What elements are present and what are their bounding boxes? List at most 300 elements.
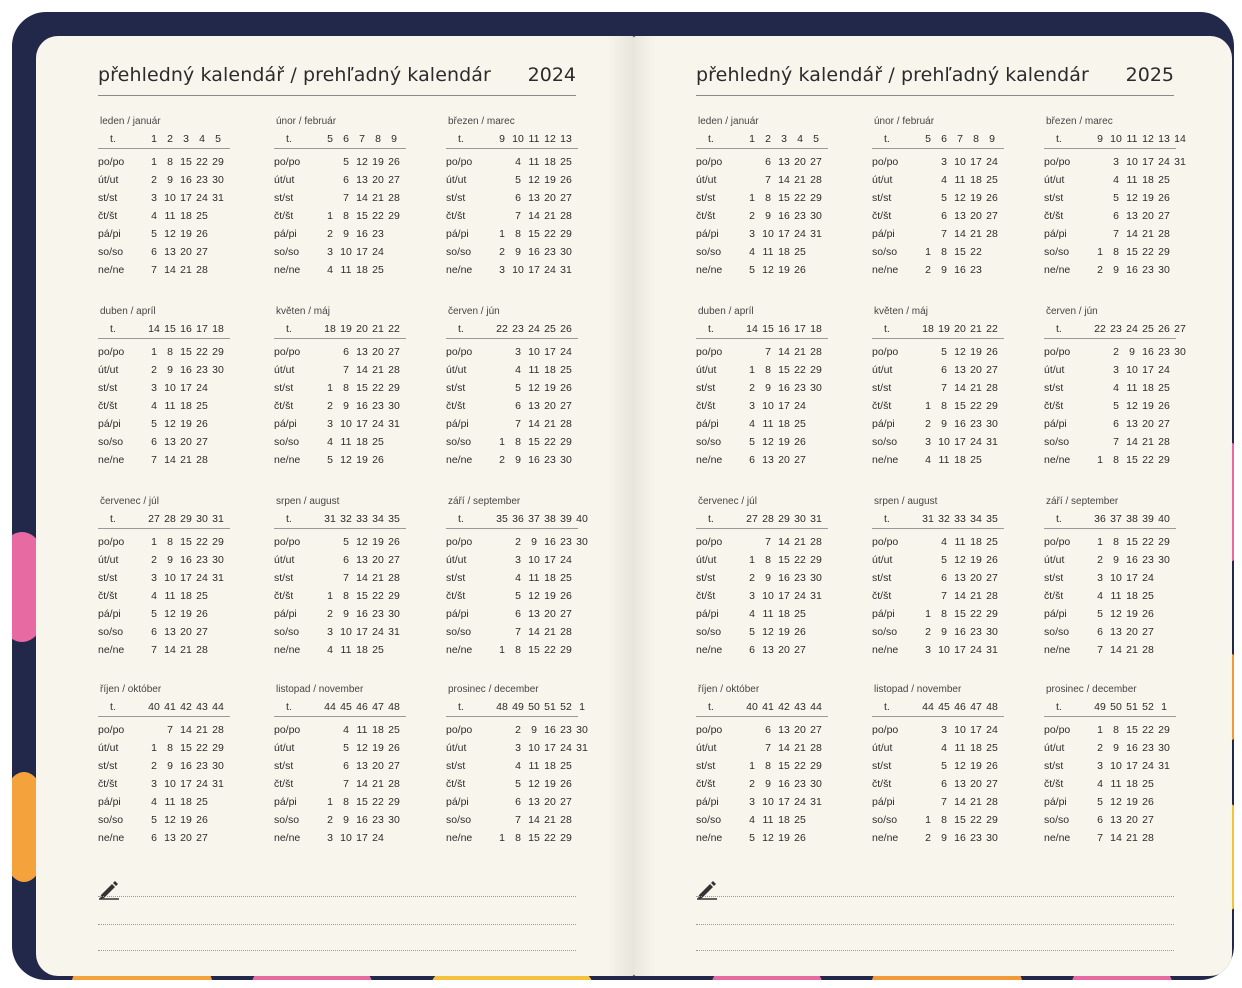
day-number[interactable]: 8 — [1113, 246, 1119, 258]
day-number[interactable]: 7 — [941, 228, 947, 240]
day-number[interactable]: 16 — [778, 572, 790, 584]
day-number[interactable]: 1 — [925, 246, 931, 258]
day-number[interactable]: 25 — [1142, 590, 1154, 602]
day-number[interactable]: 7 — [941, 382, 947, 394]
day-number[interactable]: 14 — [1126, 436, 1138, 448]
day-number[interactable]: 13 — [356, 554, 368, 566]
day-number[interactable]: 7 — [1113, 436, 1119, 448]
day-number[interactable]: 24 — [1142, 760, 1154, 772]
day-number[interactable]: 11 — [1126, 382, 1138, 394]
note-line[interactable] — [98, 896, 576, 897]
day-number[interactable]: 11 — [1126, 174, 1138, 186]
day-number[interactable]: 15 — [954, 608, 966, 620]
day-number[interactable]: 31 — [212, 778, 224, 790]
day-number[interactable]: 8 — [515, 832, 521, 844]
day-number[interactable]: 11 — [1110, 778, 1122, 790]
day-number[interactable]: 12 — [954, 760, 966, 772]
day-number[interactable]: 7 — [343, 192, 349, 204]
day-number[interactable]: 9 — [515, 246, 521, 258]
day-number[interactable]: 1 — [1097, 454, 1103, 466]
day-number[interactable]: 16 — [180, 760, 192, 772]
day-number[interactable]: 5 — [515, 590, 521, 602]
day-number[interactable]: 24 — [372, 832, 384, 844]
day-number[interactable]: 15 — [954, 246, 966, 258]
day-number[interactable]: 11 — [954, 742, 966, 754]
day-number[interactable]: 22 — [372, 382, 384, 394]
day-number[interactable]: 4 — [515, 572, 521, 584]
day-number[interactable]: 4 — [515, 156, 521, 168]
day-number[interactable]: 2 — [1113, 346, 1119, 358]
day-number[interactable]: 6 — [515, 608, 521, 620]
day-number[interactable]: 23 — [970, 832, 982, 844]
day-number[interactable]: 7 — [151, 264, 157, 276]
day-number[interactable]: 23 — [196, 364, 208, 376]
day-number[interactable]: 1 — [749, 364, 755, 376]
day-number[interactable]: 28 — [986, 796, 998, 808]
day-number[interactable]: 18 — [1126, 778, 1138, 790]
day-number[interactable]: 1 — [499, 436, 505, 448]
day-number[interactable]: 19 — [544, 174, 556, 186]
day-number[interactable]: 25 — [560, 572, 572, 584]
day-number[interactable]: 21 — [970, 228, 982, 240]
day-number[interactable]: 22 — [794, 192, 806, 204]
day-number[interactable]: 3 — [327, 832, 333, 844]
day-number[interactable]: 24 — [372, 246, 384, 258]
day-number[interactable]: 16 — [356, 608, 368, 620]
day-number[interactable]: 11 — [528, 364, 540, 376]
day-number[interactable]: 17 — [1142, 364, 1154, 376]
day-number[interactable]: 12 — [340, 454, 352, 466]
day-number[interactable]: 11 — [938, 454, 950, 466]
day-number[interactable]: 1 — [749, 192, 755, 204]
day-number[interactable]: 10 — [528, 346, 540, 358]
day-number[interactable]: 29 — [388, 796, 400, 808]
day-number[interactable]: 11 — [762, 246, 774, 258]
day-number[interactable]: 12 — [164, 228, 176, 240]
day-number[interactable]: 23 — [970, 264, 982, 276]
day-number[interactable]: 4 — [1097, 778, 1103, 790]
day-number[interactable]: 31 — [810, 228, 822, 240]
day-number[interactable]: 18 — [180, 796, 192, 808]
day-number[interactable]: 23 — [196, 174, 208, 186]
day-number[interactable]: 6 — [343, 174, 349, 186]
day-number[interactable]: 26 — [1158, 400, 1170, 412]
day-number[interactable]: 12 — [954, 192, 966, 204]
day-number[interactable]: 6 — [515, 796, 521, 808]
day-number[interactable]: 21 — [1126, 832, 1138, 844]
day-number[interactable]: 2 — [327, 400, 333, 412]
day-number[interactable]: 21 — [372, 778, 384, 790]
day-number[interactable]: 7 — [343, 364, 349, 376]
day-number[interactable]: 14 — [356, 364, 368, 376]
day-number[interactable]: 13 — [1126, 418, 1138, 430]
day-number[interactable]: 24 — [372, 418, 384, 430]
day-number[interactable]: 12 — [954, 346, 966, 358]
day-number[interactable]: 14 — [778, 536, 790, 548]
day-number[interactable]: 27 — [388, 760, 400, 772]
day-number[interactable]: 20 — [180, 626, 192, 638]
day-number[interactable]: 25 — [388, 724, 400, 736]
day-number[interactable]: 22 — [794, 760, 806, 772]
day-number[interactable]: 5 — [515, 382, 521, 394]
day-number[interactable]: 15 — [528, 832, 540, 844]
day-number[interactable]: 29 — [1158, 536, 1170, 548]
day-number[interactable]: 22 — [1142, 536, 1154, 548]
day-number[interactable]: 22 — [544, 832, 556, 844]
day-number[interactable]: 22 — [1142, 454, 1154, 466]
day-number[interactable]: 5 — [749, 264, 755, 276]
day-number[interactable]: 7 — [515, 626, 521, 638]
day-number[interactable]: 21 — [180, 264, 192, 276]
day-number[interactable]: 18 — [970, 742, 982, 754]
day-number[interactable]: 9 — [167, 174, 173, 186]
day-number[interactable]: 30 — [388, 814, 400, 826]
day-number[interactable]: 21 — [794, 742, 806, 754]
day-number[interactable]: 11 — [1110, 590, 1122, 602]
day-number[interactable]: 6 — [151, 246, 157, 258]
day-number[interactable]: 10 — [340, 246, 352, 258]
day-number[interactable]: 3 — [515, 346, 521, 358]
day-number[interactable]: 16 — [1126, 554, 1138, 566]
day-number[interactable]: 18 — [1126, 590, 1138, 602]
day-number[interactable]: 23 — [794, 572, 806, 584]
day-number[interactable]: 6 — [749, 454, 755, 466]
day-number[interactable]: 6 — [941, 778, 947, 790]
day-number[interactable]: 10 — [938, 644, 950, 656]
day-number[interactable]: 1 — [925, 608, 931, 620]
day-number[interactable]: 11 — [954, 174, 966, 186]
day-number[interactable]: 15 — [180, 346, 192, 358]
day-number[interactable]: 7 — [765, 346, 771, 358]
day-number[interactable]: 11 — [164, 590, 176, 602]
day-number[interactable]: 29 — [212, 742, 224, 754]
day-number[interactable]: 17 — [1126, 572, 1138, 584]
day-number[interactable]: 24 — [970, 644, 982, 656]
day-number[interactable]: 29 — [1158, 246, 1170, 258]
day-number[interactable]: 30 — [576, 536, 588, 548]
day-number[interactable]: 6 — [151, 436, 157, 448]
day-number[interactable]: 29 — [212, 346, 224, 358]
day-number[interactable]: 1 — [151, 346, 157, 358]
day-number[interactable]: 30 — [1174, 346, 1186, 358]
day-number[interactable]: 16 — [1142, 346, 1154, 358]
day-number[interactable]: 20 — [778, 644, 790, 656]
day-number[interactable]: 20 — [1126, 814, 1138, 826]
day-number[interactable]: 16 — [1126, 264, 1138, 276]
day-number[interactable]: 4 — [1113, 382, 1119, 394]
day-number[interactable]: 11 — [954, 536, 966, 548]
day-number[interactable]: 9 — [531, 724, 537, 736]
day-number[interactable]: 5 — [941, 192, 947, 204]
day-number[interactable]: 11 — [528, 156, 540, 168]
day-number[interactable]: 6 — [151, 626, 157, 638]
day-number[interactable]: 5 — [941, 760, 947, 772]
day-number[interactable]: 9 — [765, 572, 771, 584]
day-number[interactable]: 15 — [1126, 536, 1138, 548]
day-number[interactable]: 28 — [388, 572, 400, 584]
day-number[interactable]: 29 — [1158, 724, 1170, 736]
day-number[interactable]: 7 — [515, 418, 521, 430]
day-number[interactable]: 29 — [986, 400, 998, 412]
day-number[interactable]: 4 — [151, 210, 157, 222]
day-number[interactable]: 23 — [560, 536, 572, 548]
day-number[interactable]: 17 — [954, 436, 966, 448]
day-number[interactable]: 5 — [749, 626, 755, 638]
day-number[interactable]: 26 — [196, 228, 208, 240]
day-number[interactable]: 31 — [1158, 760, 1170, 772]
day-number[interactable]: 26 — [196, 418, 208, 430]
day-number[interactable]: 11 — [762, 418, 774, 430]
day-number[interactable]: 29 — [560, 644, 572, 656]
day-number[interactable]: 13 — [164, 246, 176, 258]
day-number[interactable]: 13 — [954, 778, 966, 790]
day-number[interactable]: 28 — [560, 210, 572, 222]
day-number[interactable]: 25 — [794, 246, 806, 258]
day-number[interactable]: 9 — [167, 554, 173, 566]
day-number[interactable]: 24 — [196, 778, 208, 790]
day-number[interactable]: 12 — [528, 382, 540, 394]
day-number[interactable]: 28 — [810, 742, 822, 754]
day-number[interactable]: 18 — [778, 418, 790, 430]
day-number[interactable]: 1 — [151, 156, 157, 168]
day-number[interactable]: 21 — [970, 382, 982, 394]
day-number[interactable]: 19 — [372, 742, 384, 754]
day-number[interactable]: 15 — [528, 228, 540, 240]
day-number[interactable]: 3 — [151, 572, 157, 584]
day-number[interactable]: 24 — [196, 572, 208, 584]
day-number[interactable]: 27 — [196, 832, 208, 844]
day-number[interactable]: 2 — [925, 832, 931, 844]
day-number[interactable]: 16 — [528, 454, 540, 466]
day-number[interactable]: 10 — [762, 400, 774, 412]
day-number[interactable]: 17 — [180, 572, 192, 584]
day-number[interactable]: 20 — [794, 156, 806, 168]
day-number[interactable]: 12 — [164, 418, 176, 430]
day-number[interactable]: 20 — [544, 400, 556, 412]
day-number[interactable]: 8 — [167, 346, 173, 358]
day-number[interactable]: 13 — [954, 210, 966, 222]
day-number[interactable]: 21 — [1142, 436, 1154, 448]
day-number[interactable]: 28 — [810, 346, 822, 358]
day-number[interactable]: 18 — [970, 536, 982, 548]
day-number[interactable]: 29 — [560, 228, 572, 240]
day-number[interactable]: 5 — [343, 156, 349, 168]
day-number[interactable]: 14 — [164, 264, 176, 276]
day-number[interactable]: 11 — [528, 760, 540, 772]
day-number[interactable]: 8 — [343, 796, 349, 808]
day-number[interactable]: 6 — [1113, 418, 1119, 430]
day-number[interactable]: 13 — [1110, 626, 1122, 638]
day-number[interactable]: 28 — [986, 382, 998, 394]
day-number[interactable]: 21 — [372, 364, 384, 376]
day-number[interactable]: 16 — [954, 832, 966, 844]
day-number[interactable]: 16 — [356, 228, 368, 240]
day-number[interactable]: 14 — [164, 644, 176, 656]
day-number[interactable]: 3 — [499, 264, 505, 276]
day-number[interactable]: 11 — [762, 608, 774, 620]
day-number[interactable]: 9 — [765, 382, 771, 394]
day-number[interactable]: 16 — [528, 246, 540, 258]
day-number[interactable]: 6 — [1097, 814, 1103, 826]
day-number[interactable]: 4 — [515, 760, 521, 772]
day-number[interactable]: 1 — [499, 228, 505, 240]
day-number[interactable]: 6 — [343, 346, 349, 358]
day-number[interactable]: 5 — [151, 418, 157, 430]
day-number[interactable]: 12 — [164, 608, 176, 620]
day-number[interactable]: 28 — [196, 264, 208, 276]
day-number[interactable]: 5 — [941, 554, 947, 566]
day-number[interactable]: 8 — [167, 536, 173, 548]
day-number[interactable]: 12 — [1110, 796, 1122, 808]
day-number[interactable]: 30 — [212, 174, 224, 186]
day-number[interactable]: 12 — [528, 174, 540, 186]
day-number[interactable]: 27 — [986, 210, 998, 222]
day-number[interactable]: 14 — [180, 724, 192, 736]
day-number[interactable]: 19 — [180, 608, 192, 620]
day-number[interactable]: 29 — [388, 590, 400, 602]
day-number[interactable]: 2 — [151, 760, 157, 772]
day-number[interactable]: 7 — [515, 814, 521, 826]
day-number[interactable]: 19 — [1142, 400, 1154, 412]
day-number[interactable]: 10 — [340, 626, 352, 638]
day-number[interactable]: 6 — [515, 192, 521, 204]
day-number[interactable]: 9 — [941, 832, 947, 844]
day-number[interactable]: 23 — [372, 228, 384, 240]
day-number[interactable]: 6 — [749, 644, 755, 656]
day-number[interactable]: 9 — [167, 760, 173, 772]
day-number[interactable]: 16 — [356, 814, 368, 826]
day-number[interactable]: 24 — [1142, 572, 1154, 584]
day-number[interactable]: 14 — [1110, 832, 1122, 844]
day-number[interactable]: 8 — [167, 156, 173, 168]
day-number[interactable]: 30 — [1158, 742, 1170, 754]
day-number[interactable]: 7 — [1097, 644, 1103, 656]
day-number[interactable]: 21 — [794, 536, 806, 548]
day-number[interactable]: 4 — [941, 742, 947, 754]
day-number[interactable]: 13 — [762, 454, 774, 466]
day-number[interactable]: 18 — [970, 174, 982, 186]
day-number[interactable]: 18 — [544, 760, 556, 772]
day-number[interactable]: 20 — [1142, 210, 1154, 222]
day-number[interactable]: 12 — [762, 436, 774, 448]
day-number[interactable]: 4 — [749, 814, 755, 826]
day-number[interactable]: 22 — [970, 246, 982, 258]
day-number[interactable]: 27 — [196, 246, 208, 258]
day-number[interactable]: 18 — [1142, 174, 1154, 186]
day-number[interactable]: 11 — [164, 796, 176, 808]
day-number[interactable]: 19 — [1142, 192, 1154, 204]
day-number[interactable]: 9 — [167, 364, 173, 376]
day-number[interactable]: 16 — [180, 364, 192, 376]
day-number[interactable]: 9 — [343, 608, 349, 620]
day-number[interactable]: 15 — [356, 210, 368, 222]
day-number[interactable]: 17 — [356, 832, 368, 844]
day-number[interactable]: 27 — [810, 156, 822, 168]
day-number[interactable]: 18 — [954, 454, 966, 466]
day-number[interactable]: 20 — [372, 174, 384, 186]
day-number[interactable]: 2 — [327, 608, 333, 620]
day-number[interactable]: 27 — [986, 778, 998, 790]
day-number[interactable]: 27 — [560, 192, 572, 204]
day-number[interactable]: 31 — [1174, 156, 1186, 168]
day-number[interactable]: 26 — [372, 454, 384, 466]
day-number[interactable]: 8 — [515, 228, 521, 240]
day-number[interactable]: 29 — [810, 192, 822, 204]
day-number[interactable]: 21 — [372, 192, 384, 204]
day-number[interactable]: 11 — [356, 724, 368, 736]
day-number[interactable]: 22 — [372, 796, 384, 808]
day-number[interactable]: 22 — [970, 608, 982, 620]
day-number[interactable]: 5 — [749, 436, 755, 448]
day-number[interactable]: 10 — [938, 436, 950, 448]
day-number[interactable]: 15 — [1126, 724, 1138, 736]
day-number[interactable]: 7 — [151, 644, 157, 656]
day-number[interactable]: 22 — [544, 436, 556, 448]
day-number[interactable]: 10 — [164, 778, 176, 790]
day-number[interactable]: 24 — [560, 742, 572, 754]
day-number[interactable]: 20 — [1126, 626, 1138, 638]
day-number[interactable]: 18 — [180, 400, 192, 412]
day-number[interactable]: 6 — [765, 156, 771, 168]
day-number[interactable]: 11 — [164, 400, 176, 412]
day-number[interactable]: 15 — [528, 436, 540, 448]
day-number[interactable]: 8 — [1113, 536, 1119, 548]
day-number[interactable]: 26 — [1158, 192, 1170, 204]
day-number[interactable]: 14 — [356, 192, 368, 204]
day-number[interactable]: 29 — [986, 608, 998, 620]
day-number[interactable]: 2 — [1097, 554, 1103, 566]
day-number[interactable]: 23 — [970, 418, 982, 430]
day-number[interactable]: 9 — [941, 418, 947, 430]
day-number[interactable]: 1 — [151, 742, 157, 754]
day-number[interactable]: 6 — [1097, 626, 1103, 638]
day-number[interactable]: 12 — [762, 832, 774, 844]
day-number[interactable]: 19 — [1126, 608, 1138, 620]
day-number[interactable]: 18 — [372, 724, 384, 736]
day-number[interactable]: 28 — [810, 174, 822, 186]
day-number[interactable]: 29 — [212, 156, 224, 168]
day-number[interactable]: 23 — [794, 382, 806, 394]
day-number[interactable]: 27 — [388, 554, 400, 566]
note-line[interactable] — [696, 896, 1174, 897]
day-number[interactable]: 10 — [164, 382, 176, 394]
day-number[interactable]: 7 — [1113, 228, 1119, 240]
day-number[interactable]: 28 — [1142, 644, 1154, 656]
day-number[interactable]: 12 — [762, 626, 774, 638]
day-number[interactable]: 9 — [515, 454, 521, 466]
day-number[interactable]: 30 — [810, 572, 822, 584]
day-number[interactable]: 21 — [970, 590, 982, 602]
day-number[interactable]: 28 — [1142, 832, 1154, 844]
day-number[interactable]: 29 — [388, 382, 400, 394]
day-number[interactable]: 4 — [515, 364, 521, 376]
day-number[interactable]: 12 — [356, 156, 368, 168]
day-number[interactable]: 19 — [778, 626, 790, 638]
day-number[interactable]: 30 — [560, 246, 572, 258]
day-number[interactable]: 12 — [528, 778, 540, 790]
day-number[interactable]: 25 — [560, 156, 572, 168]
day-number[interactable]: 5 — [515, 174, 521, 186]
day-number[interactable]: 15 — [1126, 246, 1138, 258]
day-number[interactable]: 24 — [970, 436, 982, 448]
day-number[interactable]: 8 — [1113, 454, 1119, 466]
day-number[interactable]: 3 — [925, 436, 931, 448]
day-number[interactable]: 23 — [372, 400, 384, 412]
day-number[interactable]: 27 — [986, 364, 998, 376]
day-number[interactable]: 21 — [544, 814, 556, 826]
day-number[interactable]: 10 — [340, 418, 352, 430]
day-number[interactable]: 25 — [986, 536, 998, 548]
